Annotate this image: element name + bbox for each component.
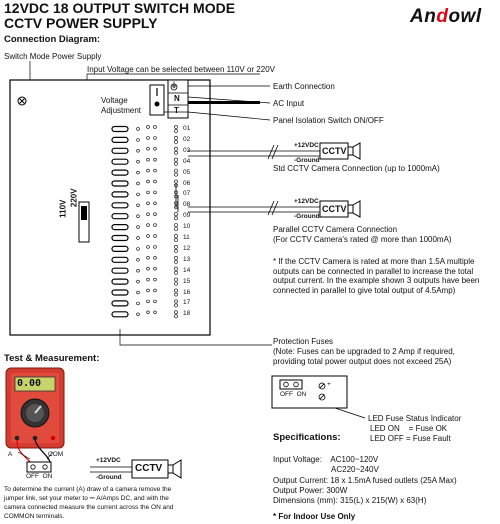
output-number-03: 03: [183, 146, 191, 154]
led-title: LED Fuse Status Indicator: [368, 414, 462, 423]
title-line-2: CCTV POWER SUPPLY: [4, 15, 158, 31]
earth-connection-label: Earth Connection: [273, 82, 335, 91]
output-number-11: 11: [183, 234, 190, 241]
meter-display: 0.00: [17, 378, 42, 389]
fuse-07: [112, 192, 128, 197]
spec-input-voltage: Input Voltage: AC100~120V: [273, 455, 379, 464]
test-instructions: To determine the current (A) draw of a camera remove the jumper link, set your meter to ⎓ A/Amps DC, and with the camera connected measure the current across the ON and COMMON terminals.: [4, 486, 174, 520]
title-line-1: 12VDC 18 OUTPUT SWITCH MODE: [4, 0, 236, 16]
test-plus-label: +12VDC: [96, 457, 121, 464]
connection-heading: Connection Diagram:: [4, 34, 101, 45]
spec-output-current: Output Current: 18 x 1.5mA fused outlets (25A Max): [273, 476, 457, 485]
par-cctv-label: CCTV: [322, 204, 347, 214]
fuses-note: (Note: Fuses can be upgraded to 2 Amp if required, providing total power output does not exceed 25A): [273, 347, 455, 366]
output-number-16: 16: [183, 288, 191, 296]
voltage-adjustment-label: Voltage Adjustment: [101, 96, 142, 115]
fuse-02: [112, 137, 128, 142]
fuse-09: [112, 214, 128, 219]
output-number-04: 04: [183, 157, 191, 165]
spec-output-power: Output Power: 300W: [273, 486, 348, 495]
parallel-line-2: (For CCTV Camera's rated @ more than 1000mA): [273, 235, 452, 244]
output-number-13: 13: [183, 255, 191, 263]
terminal-n: N: [174, 94, 180, 103]
parallel-note: * If the CCTV Camera is rated at more than 1.5A multiple outputs can be connected in parallel to increase the total output current. In the example shown 3 outputs have been connected in parallel to give total output of 4.5Amp): [273, 257, 480, 295]
input-voltage-note: Input Voltage can be selected between 110V or 220V: [87, 65, 275, 74]
output-number-08: 08: [183, 201, 191, 209]
fuse-14: [112, 268, 128, 273]
fuse-06: [112, 181, 128, 186]
terminal-t: T: [174, 106, 179, 115]
fuse-17: [112, 301, 128, 306]
output-number-14: 14: [183, 266, 191, 274]
psu-label: Switch Mode Power Supply: [4, 52, 102, 61]
test-heading: Test & Measurement:: [4, 353, 100, 364]
led-off-label: LED OFF = Fuse Fault: [370, 434, 451, 443]
fuse-01: [112, 127, 128, 132]
voltage-selector[interactable]: [60, 180, 100, 240]
output-number-17: 17: [183, 299, 191, 307]
fuse-off-on-label: OFF ON: [280, 391, 307, 398]
fuse-08: [112, 203, 128, 208]
output-number-18: 18: [183, 310, 191, 318]
fuse-13: [112, 257, 128, 262]
fuses-title: Protection Fuses: [273, 337, 334, 346]
selector-220-label: 220V: [69, 188, 79, 208]
output-number-12: 12: [183, 244, 191, 252]
std-cctv-label: CCTV: [322, 146, 347, 156]
panel-switch-label: Panel Isolation Switch ON/OFF: [273, 116, 384, 125]
logo-part-2: d: [436, 6, 449, 27]
fuse-10: [112, 225, 128, 230]
meter-com-label: COM: [48, 451, 64, 458]
fuse-11: [112, 236, 128, 241]
spec-indoor: * For Indoor Use Only: [273, 512, 356, 521]
parallel-line-1: Parallel CCTV Camera Connection: [273, 225, 398, 234]
fuse-05: [112, 170, 128, 175]
led-on-label: LED ON = Fuse OK: [370, 424, 448, 433]
output-number-01: 01: [183, 125, 191, 132]
std-plus-label: +12VDC: [294, 142, 319, 149]
par-minus-label: -Ground: [294, 213, 320, 220]
logo-part-1: An: [410, 6, 437, 27]
test-minus-label: -Ground: [96, 474, 122, 481]
output-number-06: 06: [183, 179, 191, 187]
led-plus: +: [327, 381, 331, 388]
output-number-15: 15: [183, 277, 191, 285]
output-number-07: 07: [183, 190, 191, 198]
spec-input-voltage-2: AC220~240V: [331, 465, 379, 474]
test-cctv-label: CCTV: [135, 463, 163, 474]
output-number-05: 05: [183, 168, 191, 176]
terminal-earth: ⏚: [170, 81, 178, 90]
logo-part-3: owl: [448, 6, 482, 27]
fuse-03: [112, 148, 128, 153]
fuse-15: [112, 279, 128, 284]
fuse-18: [112, 312, 128, 317]
selector-110-label: 110V: [58, 199, 68, 218]
fuse-16: [112, 290, 128, 295]
meter-a-label: A: [8, 451, 13, 458]
fuse-12: [112, 246, 128, 251]
output-number-02: 02: [183, 135, 191, 143]
spec-dimensions: Dimensions (mm): 315(L) x 215(W) x 63(H): [273, 496, 427, 505]
output-number-10: 10: [183, 223, 191, 231]
output-number-09: 09: [183, 212, 191, 220]
test-off-on-label: OFF ON: [26, 473, 53, 480]
par-plus-label: +12VDC: [294, 198, 319, 205]
fuse-04: [112, 159, 128, 164]
std-connection-label: Std CCTV Camera Connection (up to 1000mA): [273, 164, 440, 173]
specs-heading: Specifications:: [273, 432, 341, 443]
ac-input-label: AC Input: [273, 99, 305, 108]
std-minus-label: -Ground: [294, 157, 320, 164]
